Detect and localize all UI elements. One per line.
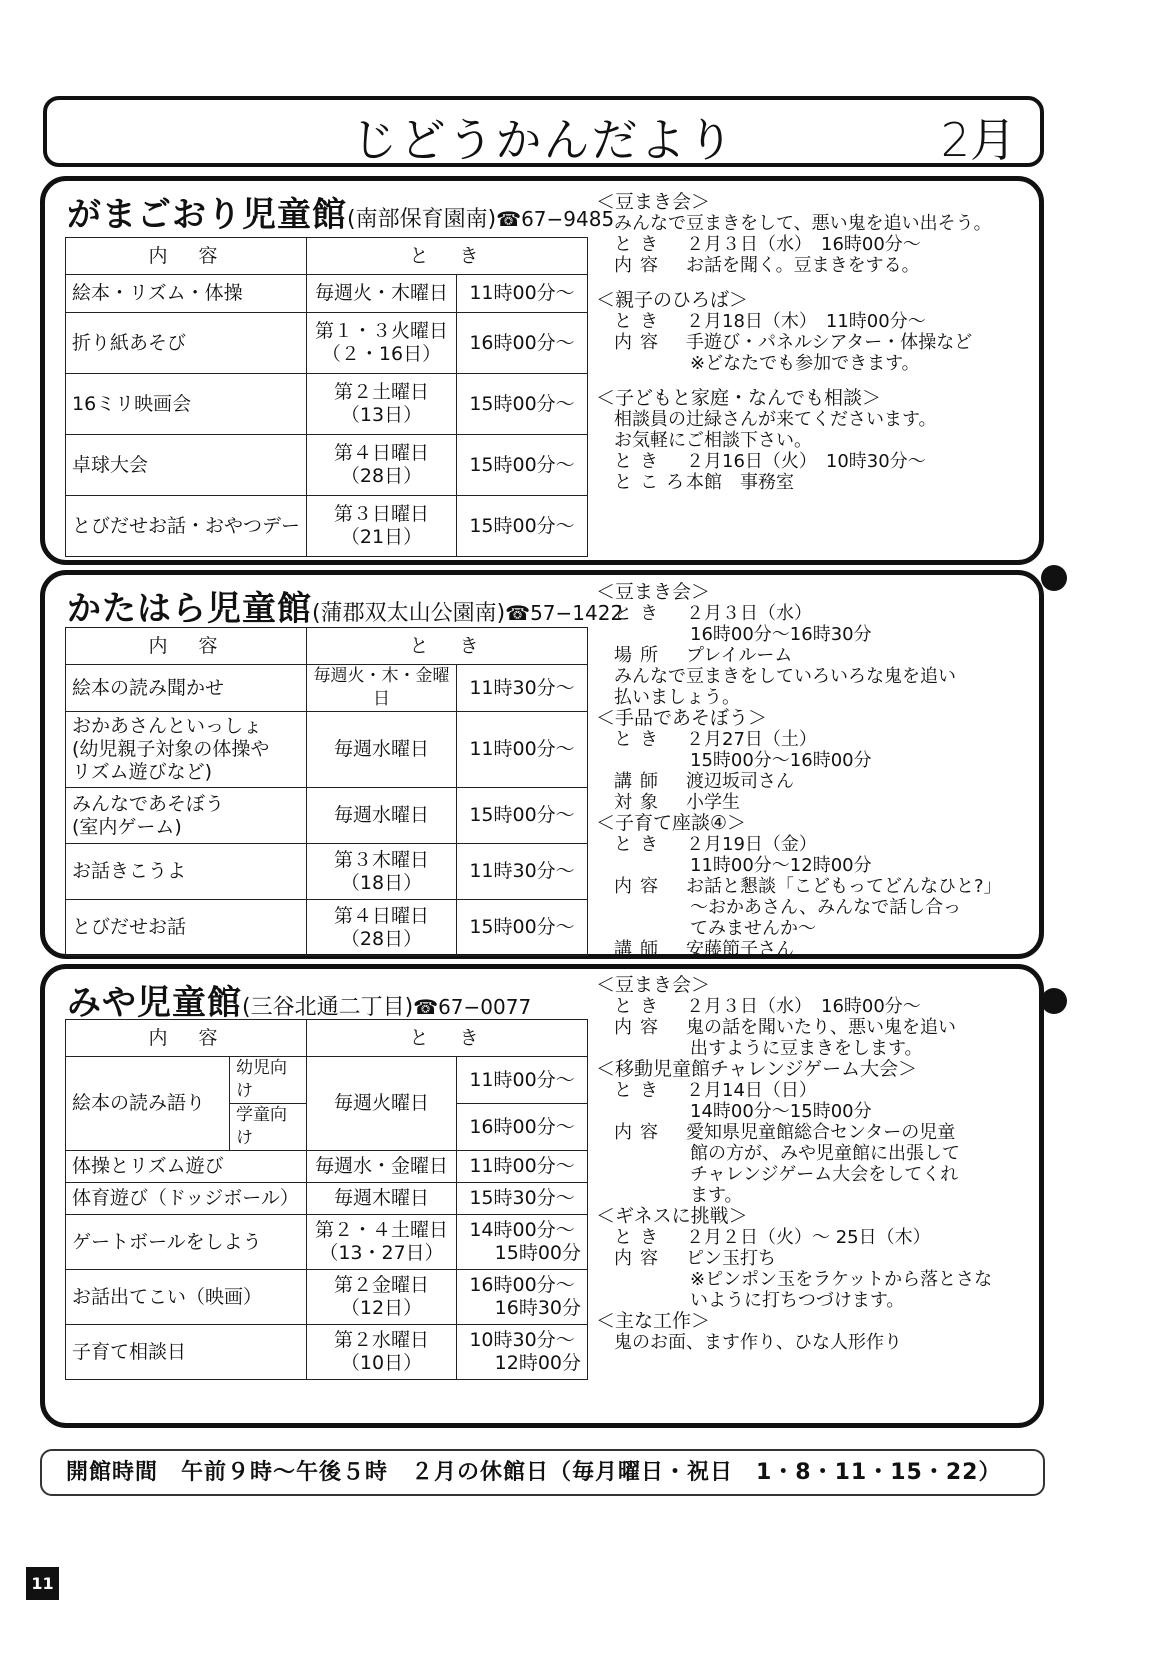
facility-name: かたはら児童館: [67, 589, 312, 629]
event-line-label: とき: [614, 311, 666, 332]
event-title: ＜豆まき会＞: [596, 974, 711, 996]
row-when-line2: （12日）: [340, 1297, 423, 1319]
event-line: [614, 603, 1002, 624]
event-line-text: お気軽にご相談下さい。: [614, 430, 812, 451]
event-title: ＜移動児童館チャレンジゲーム大会＞: [596, 1058, 918, 1080]
table-row: [66, 1215, 588, 1270]
row-time: 15時00分〜: [457, 374, 588, 435]
event-line-text: ピン玉打ち: [686, 1248, 776, 1269]
row-when: 毎週水・金曜日: [307, 1151, 457, 1183]
facility-location: (蒲郡双太山公園南): [312, 601, 506, 626]
event-line-text: ２月14日（日）: [686, 1080, 817, 1101]
event-line: [614, 1332, 992, 1353]
event-line-text: 手遊び・パネルシアター・体操など: [686, 332, 973, 353]
event-line-label: とき: [614, 603, 666, 624]
table-row: [66, 665, 588, 712]
row-subitem: 幼児向け: [230, 1057, 307, 1104]
event-line: [614, 855, 1002, 876]
event-line-label: 内容: [614, 332, 666, 353]
row-item-line2: (幼児親子対象の体操や: [72, 738, 270, 760]
event-line: [614, 1038, 992, 1059]
event-gap: [596, 374, 992, 388]
event-line: [614, 1080, 992, 1101]
event-line: [614, 1017, 992, 1038]
event-line-label: とき: [614, 834, 666, 855]
row-when-line1: 第２水曜日: [334, 1329, 430, 1351]
event-line-text: 安藤節子さん: [686, 939, 794, 960]
event-line-text: 鬼の話を聞いたり、悪い鬼を追い: [686, 1017, 956, 1038]
row-when-line2: （18日）: [340, 871, 423, 894]
row-time: [457, 1325, 588, 1380]
row-time: 11時00分〜: [457, 712, 588, 788]
row-when-line2: （13・27日）: [319, 1242, 444, 1264]
row-time: 11時00分〜: [457, 1151, 588, 1183]
event-line: [614, 1164, 992, 1185]
row-when-line1: 第４日曜日: [333, 442, 429, 464]
events-katahara: [596, 582, 1002, 960]
row-time: 15時00分〜: [457, 496, 588, 557]
section-heading: [67, 581, 623, 630]
event-line-text: ます。: [690, 1185, 743, 1206]
event-line-label: 講師: [614, 939, 666, 960]
row-time: 11時30分〜: [457, 665, 588, 712]
event-line-text: ２月16日（火） 10時30分〜: [686, 451, 926, 472]
row-when-line1: 第１・３火曜日: [314, 320, 448, 342]
event-line: [614, 897, 1002, 918]
row-when: 毎週火曜日: [307, 1057, 457, 1151]
event-line-label: 対象: [614, 792, 666, 813]
event-line: [614, 255, 992, 276]
event-line-text: てみませんか〜: [690, 918, 816, 939]
row-item-line1: みんなであそぼう: [72, 792, 225, 815]
event-line-label: 内容: [614, 1122, 666, 1143]
event-line: [614, 451, 992, 472]
row-time: 15時30分〜: [457, 1183, 588, 1215]
event-line-text: 16時00分〜16時30分: [690, 624, 872, 645]
row-item-line1: おかあさんといっしょ: [72, 715, 263, 737]
event-line: [614, 771, 1002, 792]
row-when-line2: （13日）: [340, 404, 423, 426]
event-line-text: お話と懇談「こどもってどんなひと?」: [686, 876, 1002, 897]
event-line-text: チャレンジゲーム大会をしてくれ: [690, 1164, 959, 1185]
event-line-text: みんなで豆まきをしていろいろな鬼を追い: [614, 666, 956, 687]
events-miya: [596, 975, 992, 1353]
row-item-line2: (室内ゲーム): [72, 815, 182, 838]
event-line: [614, 996, 992, 1017]
row-item: 子育て相談日: [66, 1325, 307, 1380]
table-header-row: [66, 628, 588, 665]
row-when: 毎週水曜日: [307, 788, 457, 844]
row-when: 毎週木曜日: [307, 1183, 457, 1215]
row-item: 体育遊び（ドッジボール）: [66, 1183, 307, 1215]
event-line: [614, 1248, 992, 1269]
row-time: 16時00分〜: [457, 1104, 588, 1151]
event-line-text: プレイルーム: [686, 645, 793, 666]
event-line-label: とき: [614, 234, 666, 255]
row-time-line2: 16時30分: [494, 1297, 582, 1319]
event-line-label: とき: [614, 729, 666, 750]
event-line: [614, 939, 1002, 960]
table-row: [66, 1325, 588, 1380]
event-line: [614, 729, 1002, 750]
row-time: 11時00分〜: [457, 1057, 588, 1104]
event-line: [614, 332, 992, 353]
event-line-label: とき: [614, 451, 666, 472]
event-line-text: 15時00分〜16時00分: [690, 750, 872, 771]
event-line-label: とき: [614, 996, 666, 1017]
row-when: [307, 1325, 457, 1380]
event-line: [614, 666, 1002, 687]
event-line: [614, 750, 1002, 771]
facility-name: がまごおり児童館: [67, 195, 347, 235]
event-title: ＜主な工作＞: [596, 1310, 711, 1332]
row-when-line1: 第３日曜日: [333, 503, 429, 525]
row-item: 体操とリズム遊び: [66, 1151, 307, 1183]
event-line-label: 内容: [614, 1017, 666, 1038]
events-gamagori: [596, 192, 992, 493]
header-toki: と き: [307, 238, 588, 275]
facility-location: (三谷北通二丁目): [242, 995, 414, 1020]
header-toki: と き: [307, 628, 588, 665]
row-item: 絵本の読み聞かせ: [66, 665, 307, 712]
event-line-label: 場所: [614, 645, 666, 666]
event-line: [614, 1185, 992, 1206]
event-line-text: 相談員の辻緑さんが来てくださいます。: [614, 409, 937, 430]
header-naiyo: 内 容: [66, 1020, 307, 1057]
event-line-text: お話を聞く。豆まきをする。: [686, 255, 920, 276]
event-title: ＜手品であそぼう＞: [596, 707, 768, 729]
event-line-text: 〜おかあさん、みんなで話し合っ: [690, 897, 962, 918]
schedule-table: [65, 237, 588, 557]
event-line: [614, 1269, 992, 1290]
header-naiyo: 内 容: [66, 628, 307, 665]
row-when-line2: （28日）: [340, 927, 423, 950]
row-when: [307, 435, 457, 496]
row-when: [307, 900, 457, 956]
row-item: 卓球大会: [66, 435, 307, 496]
row-item: 折り紙あそび: [66, 313, 307, 374]
event-line-text: みんなで豆まきをして、悪い鬼を追い出そう。: [614, 213, 992, 234]
newsletter-title: じどうかんだより: [351, 113, 736, 167]
event-line-text: 小学生: [686, 792, 740, 813]
table-row: [66, 1057, 588, 1104]
table-row: [66, 1183, 588, 1215]
event-line-text: 払いましょう。: [614, 687, 740, 708]
row-item: ゲートボールをしよう: [66, 1215, 307, 1270]
event-line: [614, 213, 992, 234]
event-line-label: ところ: [614, 472, 692, 493]
table-row: [66, 374, 588, 435]
event-line-text: ２月３日（水） 16時00分〜: [686, 996, 921, 1017]
schedule-table: [65, 627, 588, 956]
event-line-text: 愛知県児童館総合センターの児童: [686, 1122, 956, 1143]
event-line-label: 内容: [614, 1248, 666, 1269]
event-title: ＜子どもと家庭・なんでも相談＞: [596, 387, 882, 409]
row-when: 毎週水曜日: [307, 712, 457, 788]
table-row: [66, 1151, 588, 1183]
event-line-text: 14時00分〜15時00分: [690, 1101, 872, 1122]
row-time: 15時00分〜: [457, 900, 588, 956]
event-title: ＜子育て座談④＞: [596, 812, 747, 834]
event-gap: [596, 276, 992, 290]
table-header-row: [66, 1020, 588, 1057]
event-line-text: 鬼のお面、ます作り、ひな人形作り: [614, 1332, 902, 1353]
row-time: [457, 1270, 588, 1325]
event-line: [614, 645, 1002, 666]
event-line-text: ２月18日（木） 11時00分〜: [686, 311, 926, 332]
newsletter-month: 2月: [940, 113, 1016, 167]
table-row: [66, 313, 588, 374]
row-when-line1: 第３木曜日: [333, 848, 429, 871]
row-time: 11時00分〜: [457, 275, 588, 313]
row-time-line2: 15時00分: [494, 1242, 582, 1264]
row-item: とびだせお話: [66, 900, 307, 956]
page-number: 11: [26, 1567, 59, 1600]
header-toki: と き: [307, 1020, 588, 1057]
row-when-line1: 第２土曜日: [333, 381, 429, 403]
schedule-table: [65, 1019, 588, 1380]
event-line-label: とき: [614, 1080, 666, 1101]
table-row: [66, 1270, 588, 1325]
row-time: [457, 1215, 588, 1270]
row-item: お話きこうよ: [66, 844, 307, 900]
event-line: [614, 353, 992, 374]
section-heading: [67, 187, 614, 236]
event-line-text: ２月２日（火）〜 25日（木）: [686, 1227, 931, 1248]
event-title: ＜親子のひろば＞: [596, 289, 749, 311]
table-row: [66, 844, 588, 900]
row-time: 16時00分〜: [457, 313, 588, 374]
event-line: [614, 1143, 992, 1164]
event-line: [614, 234, 992, 255]
table-row: [66, 900, 588, 956]
event-line-text: ※どなたでも参加できます。: [690, 353, 920, 374]
row-when: [307, 313, 457, 374]
row-when-line2: （28日）: [340, 465, 423, 487]
event-title: ＜豆まき会＞: [596, 581, 711, 603]
event-line: [614, 792, 1002, 813]
row-item: 16ミリ映画会: [66, 374, 307, 435]
event-line-label: 内容: [614, 255, 666, 276]
row-time-line1: 16時00分〜: [469, 1274, 575, 1296]
facility-phone: ☎67−0077: [413, 995, 532, 1019]
row-time: 15時00分〜: [457, 788, 588, 844]
event-line: [614, 687, 1002, 708]
event-line-label: 内容: [614, 876, 666, 897]
event-title: ＜ギネスに挑戦＞: [596, 1205, 748, 1227]
facility-phone: ☎67−9485: [496, 207, 615, 231]
event-line-text: ※ピンポン玉をラケットから落とさな: [690, 1269, 993, 1290]
section-heading: [67, 975, 531, 1024]
event-line: [614, 834, 1002, 855]
event-line: [614, 409, 992, 430]
row-item: [66, 788, 307, 844]
event-line: [614, 430, 992, 451]
row-item: 絵本・リズム・体操: [66, 275, 307, 313]
page-bullet-dot: [1041, 988, 1067, 1014]
event-line: [614, 1122, 992, 1143]
row-when: [307, 496, 457, 557]
event-line-text: ２月３日（水） 16時00分〜: [686, 234, 921, 255]
event-line: [614, 918, 1002, 939]
facility-location: (南部保育園南): [347, 207, 497, 232]
table-row: [66, 275, 588, 313]
row-when: [307, 1215, 457, 1270]
facility-name: みや児童館: [67, 983, 242, 1023]
event-line-text: 出すように豆まきをします。: [690, 1038, 923, 1059]
row-item: とびだせお話・おやつデー: [66, 496, 307, 557]
row-item: お話出てこい（映画）: [66, 1270, 307, 1325]
event-line-text: 11時00分〜12時00分: [690, 855, 872, 876]
row-when-line1: 第２金曜日: [334, 1274, 430, 1296]
row-time-line1: 14時00分〜: [469, 1219, 575, 1241]
event-line: [614, 1290, 992, 1311]
table-row: [66, 496, 588, 557]
row-subitem: 学童向け: [230, 1104, 307, 1151]
row-when-line2: （21日）: [340, 526, 423, 548]
row-item: 絵本の読み語り: [66, 1057, 230, 1151]
event-line-label: とき: [614, 1227, 666, 1248]
newsletter-title-box: [43, 96, 1044, 167]
event-line: [614, 1227, 992, 1248]
event-title: ＜豆まき会＞: [596, 191, 711, 213]
row-when-line2: （10日）: [340, 1352, 423, 1374]
table-row: [66, 788, 588, 844]
row-when: [307, 374, 457, 435]
row-when-line2: （２・16日）: [321, 343, 442, 365]
event-line-text: いように打ちつづけます。: [690, 1290, 905, 1311]
event-line-text: ２月27日（土）: [686, 729, 817, 750]
row-time: 11時30分〜: [457, 844, 588, 900]
page-bullet-dot: [1041, 565, 1067, 591]
event-line: [614, 876, 1002, 897]
event-line-text: ２月19日（金）: [686, 834, 817, 855]
table-header-row: [66, 238, 588, 275]
row-time-line1: 10時30分〜: [469, 1329, 575, 1351]
row-time-line2: 12時00分: [494, 1352, 582, 1374]
row-when-line1: 第４日曜日: [333, 904, 429, 927]
table-row: [66, 712, 588, 788]
row-when: 毎週火・木・金曜日: [307, 665, 457, 712]
opening-hours-footer: 開館時間 午前９時〜午後５時 ２月の休館日（毎月曜日・祝日 1・8・11・15・22）: [40, 1449, 1045, 1496]
event-line: [614, 472, 992, 493]
event-line-text: 館の方が、みや児童館に出張して: [690, 1143, 960, 1164]
row-when: [307, 844, 457, 900]
row-item: [66, 712, 307, 788]
event-line-text: 渡辺坂司さん: [686, 771, 794, 792]
row-when: [307, 1270, 457, 1325]
event-line: [614, 1101, 992, 1122]
event-line-label: 講師: [614, 771, 666, 792]
row-when-line1: 第２・４土曜日: [315, 1219, 449, 1241]
event-line-text: 本館 事務室: [686, 472, 794, 493]
event-line: [614, 311, 992, 332]
header-naiyo: 内 容: [66, 238, 307, 275]
event-line: [614, 624, 1002, 645]
row-item-line3: リズム遊びなど): [72, 761, 213, 783]
event-line-text: ２月３日（水）: [686, 603, 812, 624]
row-when: 毎週火・木曜日: [307, 275, 457, 313]
row-time: 15時00分〜: [457, 435, 588, 496]
facility-phone: ☎57−1422: [505, 601, 624, 625]
table-row: [66, 435, 588, 496]
